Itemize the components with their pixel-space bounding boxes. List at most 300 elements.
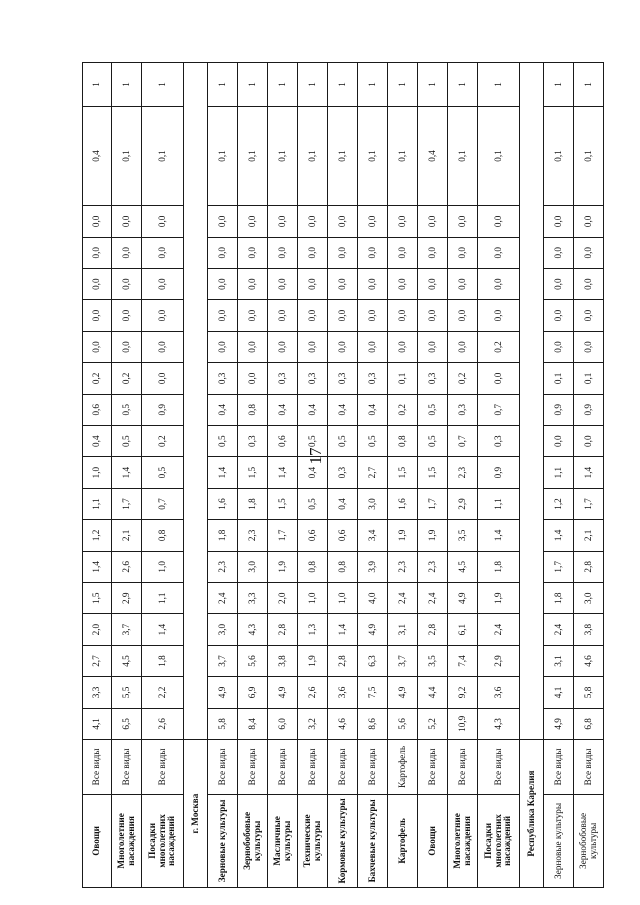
value-cell: 3,5 xyxy=(418,645,448,676)
empty-cell xyxy=(520,520,544,551)
value-cell: 0,6 xyxy=(83,394,112,425)
value-cell: 0,0 xyxy=(388,300,418,331)
value-cell: 0,0 xyxy=(478,237,520,268)
value-cell: 0,0 xyxy=(574,300,604,331)
value-cell: 6,5 xyxy=(112,708,142,739)
crop-type-cell: Все виды xyxy=(328,740,358,795)
empty-cell xyxy=(184,106,208,205)
value-cell: 0,0 xyxy=(544,268,574,299)
table-row xyxy=(328,63,358,888)
value-cell: 0,7 xyxy=(142,488,184,519)
empty-cell xyxy=(520,488,544,519)
value-cell: 1,3 xyxy=(298,614,328,645)
value-cell: 1,1 xyxy=(142,583,184,614)
crop-type-cell: Все виды xyxy=(208,740,238,795)
empty-cell xyxy=(520,614,544,645)
value-cell: 0,4 xyxy=(298,394,328,425)
value-cell: 0,0 xyxy=(238,237,268,268)
empty-cell xyxy=(184,614,208,645)
crop-name-cell: Овощи xyxy=(83,794,112,887)
value-cell: 0,0 xyxy=(544,206,574,237)
value-cell: 1 xyxy=(142,63,184,107)
value-cell: 3,7 xyxy=(388,645,418,676)
page-number: 17 xyxy=(306,447,325,465)
value-cell: 2,8 xyxy=(328,645,358,676)
value-cell: 0,0 xyxy=(238,300,268,331)
empty-cell xyxy=(520,106,544,205)
value-cell: 1,9 xyxy=(478,583,520,614)
value-cell: 0,0 xyxy=(358,268,388,299)
crop-type-cell: Все виды xyxy=(142,740,184,795)
value-cell: 1,0 xyxy=(298,583,328,614)
empty-cell xyxy=(184,488,208,519)
table-row xyxy=(268,63,298,888)
empty-cell xyxy=(520,583,544,614)
value-cell: 0,3 xyxy=(478,425,520,456)
crop-name-cell: Зерновые культуры xyxy=(208,794,238,887)
value-cell: 3,0 xyxy=(574,583,604,614)
value-cell: 4,9 xyxy=(448,583,478,614)
value-cell: 1,8 xyxy=(478,551,520,582)
value-cell: 3,7 xyxy=(208,645,238,676)
value-cell: 1,1 xyxy=(83,488,112,519)
value-cell: 0,0 xyxy=(478,268,520,299)
value-cell: 2,7 xyxy=(358,457,388,488)
value-cell: 0,1 xyxy=(388,363,418,394)
value-cell: 0,4 xyxy=(418,106,448,205)
value-cell: 0,0 xyxy=(418,331,448,362)
table-row xyxy=(298,63,328,888)
value-cell: 9,2 xyxy=(448,677,478,708)
value-cell: 0,0 xyxy=(268,237,298,268)
table-row xyxy=(388,63,418,888)
empty-cell xyxy=(184,425,208,456)
value-cell: 0,0 xyxy=(388,237,418,268)
value-cell: 8,4 xyxy=(238,708,268,739)
value-cell: 1 xyxy=(544,63,574,107)
value-cell: 0,0 xyxy=(574,331,604,362)
value-cell: 3,0 xyxy=(358,488,388,519)
value-cell: 0,0 xyxy=(298,300,328,331)
value-cell: 1 xyxy=(328,63,358,107)
empty-cell xyxy=(184,206,208,237)
value-cell: 0,1 xyxy=(448,106,478,205)
value-cell: 0,1 xyxy=(574,106,604,205)
value-cell: 1,9 xyxy=(268,551,298,582)
value-cell: 0,1 xyxy=(544,363,574,394)
value-cell: 4,9 xyxy=(208,677,238,708)
value-cell: 0,0 xyxy=(418,300,448,331)
value-cell: 0,0 xyxy=(358,331,388,362)
value-cell: 4,1 xyxy=(544,677,574,708)
value-cell: 0,0 xyxy=(142,363,184,394)
value-cell: 1,4 xyxy=(574,457,604,488)
table-row xyxy=(448,63,478,888)
value-cell: 1,5 xyxy=(418,457,448,488)
value-cell: 0,2 xyxy=(388,394,418,425)
value-cell: 2,3 xyxy=(238,520,268,551)
region-name: Республика Карелия xyxy=(520,740,544,888)
value-cell: 5,6 xyxy=(388,708,418,739)
value-cell: 0,0 xyxy=(544,237,574,268)
value-cell: 0,0 xyxy=(478,206,520,237)
value-cell: 0,1 xyxy=(358,106,388,205)
value-cell: 0,0 xyxy=(358,300,388,331)
crop-type-cell: Все виды xyxy=(478,740,520,795)
value-cell: 3,0 xyxy=(208,614,238,645)
value-cell: 0,0 xyxy=(298,206,328,237)
region-name: г. Москва xyxy=(184,740,208,888)
value-cell: 0,8 xyxy=(388,425,418,456)
table-row xyxy=(358,63,388,888)
value-cell: 1,8 xyxy=(238,488,268,519)
value-cell: 0,3 xyxy=(298,363,328,394)
empty-cell xyxy=(184,363,208,394)
value-cell: 1 xyxy=(238,63,268,107)
value-cell: 0,5 xyxy=(112,425,142,456)
value-cell: 0,4 xyxy=(268,394,298,425)
value-cell: 0,5 xyxy=(418,425,448,456)
value-cell: 1,5 xyxy=(268,488,298,519)
value-cell: 0,0 xyxy=(388,206,418,237)
value-cell: 0,1 xyxy=(208,106,238,205)
value-cell: 0,0 xyxy=(83,331,112,362)
value-cell: 1,7 xyxy=(268,520,298,551)
value-cell: 0,6 xyxy=(268,425,298,456)
table-row xyxy=(574,63,604,888)
crop-name-cell: Овощи xyxy=(418,794,448,887)
value-cell: 0,9 xyxy=(478,457,520,488)
crop-type-cell: Все виды xyxy=(448,740,478,795)
value-cell: 0,0 xyxy=(388,268,418,299)
crop-name-cell: Масличные культуры xyxy=(268,794,298,887)
value-cell: 0,3 xyxy=(208,363,238,394)
value-cell: 1,0 xyxy=(328,583,358,614)
value-cell: 4,3 xyxy=(478,708,520,739)
value-cell: 0,2 xyxy=(83,363,112,394)
value-cell: 1 xyxy=(298,63,328,107)
crop-name-cell: Картофель xyxy=(388,794,418,887)
value-cell: 0,2 xyxy=(142,425,184,456)
value-cell: 2,4 xyxy=(544,614,574,645)
value-cell: 4,9 xyxy=(544,708,574,739)
table-row xyxy=(544,63,574,888)
value-cell: 4,9 xyxy=(268,677,298,708)
value-cell: 6,1 xyxy=(448,614,478,645)
value-cell: 0,1 xyxy=(112,106,142,205)
value-cell: 0,2 xyxy=(478,331,520,362)
value-cell: 0,0 xyxy=(268,331,298,362)
value-cell: 1 xyxy=(478,63,520,107)
value-cell: 0,1 xyxy=(238,106,268,205)
value-cell: 0,5 xyxy=(328,425,358,456)
value-cell: 1 xyxy=(418,63,448,107)
value-cell: 2,4 xyxy=(418,583,448,614)
value-cell: 1,5 xyxy=(83,583,112,614)
value-cell: 0,0 xyxy=(142,237,184,268)
value-cell: 0,0 xyxy=(238,268,268,299)
value-cell: 0,0 xyxy=(208,300,238,331)
value-cell: 0,0 xyxy=(544,331,574,362)
value-cell: 0,3 xyxy=(358,363,388,394)
value-cell: 4,4 xyxy=(418,677,448,708)
value-cell: 1,4 xyxy=(83,551,112,582)
empty-cell xyxy=(520,551,544,582)
value-cell: 0,9 xyxy=(142,394,184,425)
empty-cell xyxy=(184,520,208,551)
value-cell: 2,6 xyxy=(298,677,328,708)
value-cell: 4,5 xyxy=(448,551,478,582)
value-cell: 2,3 xyxy=(418,551,448,582)
value-cell: 1,4 xyxy=(142,614,184,645)
crop-type-cell: Все виды xyxy=(418,740,448,795)
empty-cell xyxy=(184,677,208,708)
value-cell: 0,0 xyxy=(358,237,388,268)
value-cell: 0,0 xyxy=(298,268,328,299)
value-cell: 0,0 xyxy=(112,268,142,299)
empty-cell xyxy=(520,645,544,676)
value-cell: 0,0 xyxy=(238,363,268,394)
value-cell: 1,6 xyxy=(388,488,418,519)
value-cell: 1,7 xyxy=(418,488,448,519)
value-cell: 0,9 xyxy=(574,394,604,425)
value-cell: 0,5 xyxy=(208,425,238,456)
empty-cell xyxy=(184,457,208,488)
empty-cell xyxy=(184,237,208,268)
value-cell: 6,9 xyxy=(238,677,268,708)
value-cell: 2,7 xyxy=(83,645,112,676)
value-cell: 3,9 xyxy=(358,551,388,582)
value-cell: 0,3 xyxy=(268,363,298,394)
value-cell: 0,0 xyxy=(112,206,142,237)
value-cell: 1,1 xyxy=(478,488,520,519)
value-cell: 0,0 xyxy=(328,206,358,237)
value-cell: 3,5 xyxy=(448,520,478,551)
value-cell: 0,0 xyxy=(142,206,184,237)
value-cell: 5,8 xyxy=(574,677,604,708)
value-cell: 0,3 xyxy=(448,394,478,425)
value-cell: 1,5 xyxy=(238,457,268,488)
value-cell: 0,1 xyxy=(298,106,328,205)
value-cell: 2,4 xyxy=(388,583,418,614)
value-cell: 0,0 xyxy=(208,206,238,237)
value-cell: 1,4 xyxy=(208,457,238,488)
crop-type-cell: Картофель xyxy=(388,740,418,795)
value-cell: 3,3 xyxy=(83,677,112,708)
value-cell: 0,4 xyxy=(208,394,238,425)
empty-cell xyxy=(184,394,208,425)
value-cell: 6,8 xyxy=(574,708,604,739)
table-row xyxy=(478,63,520,888)
value-cell: 0,0 xyxy=(574,237,604,268)
value-cell: 0,0 xyxy=(418,237,448,268)
value-cell: 0,0 xyxy=(544,425,574,456)
empty-cell xyxy=(520,237,544,268)
value-cell: 3,6 xyxy=(328,677,358,708)
value-cell: 1 xyxy=(448,63,478,107)
value-cell: 0,1 xyxy=(142,106,184,205)
value-cell: 0,5 xyxy=(142,457,184,488)
value-cell: 0,0 xyxy=(574,425,604,456)
value-cell: 1 xyxy=(574,63,604,107)
value-cell: 0,5 xyxy=(358,425,388,456)
crop-type-cell: Все виды xyxy=(544,740,574,795)
value-cell: 0,9 xyxy=(544,394,574,425)
value-cell: 0,0 xyxy=(448,206,478,237)
value-cell: 0,1 xyxy=(268,106,298,205)
value-cell: 5,6 xyxy=(238,645,268,676)
value-cell: 1,8 xyxy=(142,645,184,676)
value-cell: 0,5 xyxy=(298,488,328,519)
value-cell: 0,0 xyxy=(112,300,142,331)
empty-cell xyxy=(184,708,208,739)
region-header-row xyxy=(520,63,544,888)
value-cell: 4,9 xyxy=(388,677,418,708)
value-cell: 0,0 xyxy=(298,237,328,268)
empty-cell xyxy=(184,551,208,582)
value-cell: 7,5 xyxy=(358,677,388,708)
crop-name-cell: Посадки многолетних насаждений xyxy=(478,794,520,887)
value-cell: 2,3 xyxy=(448,457,478,488)
value-cell: 1,9 xyxy=(298,645,328,676)
value-cell: 0,0 xyxy=(418,268,448,299)
value-cell: 4,6 xyxy=(574,645,604,676)
document-table xyxy=(82,62,604,888)
empty-cell xyxy=(184,268,208,299)
value-cell: 1,4 xyxy=(544,520,574,551)
table-row xyxy=(208,63,238,888)
value-cell: 0,8 xyxy=(298,551,328,582)
value-cell: 0,0 xyxy=(268,300,298,331)
crop-type-cell: Все виды xyxy=(238,740,268,795)
value-cell: 2,9 xyxy=(448,488,478,519)
value-cell: 3,6 xyxy=(478,677,520,708)
value-cell: 6,0 xyxy=(268,708,298,739)
table-row xyxy=(418,63,448,888)
value-cell: 2,1 xyxy=(112,520,142,551)
value-cell: 2,6 xyxy=(112,551,142,582)
table-row xyxy=(112,63,142,888)
value-cell: 2,0 xyxy=(268,583,298,614)
value-cell: 0,0 xyxy=(208,331,238,362)
value-cell: 1,0 xyxy=(142,551,184,582)
value-cell: 2,3 xyxy=(388,551,418,582)
value-cell: 0,0 xyxy=(478,300,520,331)
value-cell: 0,4 xyxy=(328,394,358,425)
value-cell: 0,0 xyxy=(298,331,328,362)
value-cell: 0,3 xyxy=(238,425,268,456)
empty-cell xyxy=(520,425,544,456)
value-cell: 0,0 xyxy=(478,363,520,394)
empty-cell xyxy=(184,583,208,614)
value-cell: 0,0 xyxy=(238,331,268,362)
value-cell: 1,1 xyxy=(544,457,574,488)
value-cell: 0,6 xyxy=(328,520,358,551)
value-cell: 0,4 xyxy=(298,457,328,488)
value-cell: 0,3 xyxy=(328,457,358,488)
value-cell: 0,0 xyxy=(208,268,238,299)
crop-name-cell: Многолетние насаждения xyxy=(112,794,142,887)
empty-cell xyxy=(520,63,544,107)
crop-name-cell: Зернобобовые культуры xyxy=(238,794,268,887)
value-cell: 0,0 xyxy=(574,268,604,299)
value-cell: 0,0 xyxy=(238,206,268,237)
value-cell: 0,2 xyxy=(448,363,478,394)
crop-type-cell: Все виды xyxy=(358,740,388,795)
value-cell: 0,0 xyxy=(268,268,298,299)
crop-type-cell: Все виды xyxy=(112,740,142,795)
value-cell: 1,2 xyxy=(544,488,574,519)
value-cell: 1,4 xyxy=(268,457,298,488)
value-cell: 2,6 xyxy=(142,708,184,739)
value-cell: 1 xyxy=(388,63,418,107)
value-cell: 0,0 xyxy=(448,268,478,299)
value-cell: 0,1 xyxy=(328,106,358,205)
value-cell: 1,2 xyxy=(83,520,112,551)
value-cell: 8,6 xyxy=(358,708,388,739)
crop-name-cell: Технические культуры xyxy=(298,794,328,887)
value-cell: 0,0 xyxy=(83,268,112,299)
value-cell: 1,9 xyxy=(388,520,418,551)
value-cell: 0,0 xyxy=(358,206,388,237)
value-cell: 2,8 xyxy=(574,551,604,582)
value-cell: 1,4 xyxy=(112,457,142,488)
value-cell: 0,0 xyxy=(208,237,238,268)
crop-name-cell: Посадки многолетних насаждений xyxy=(142,794,184,887)
empty-cell xyxy=(520,394,544,425)
value-cell: 0,8 xyxy=(328,551,358,582)
crop-type-cell: Все виды xyxy=(268,740,298,795)
crop-name-cell: Кормовые культуры xyxy=(328,794,358,887)
value-cell: 0,1 xyxy=(388,106,418,205)
value-cell: 1,0 xyxy=(83,457,112,488)
value-cell: 1,5 xyxy=(388,457,418,488)
value-cell: 0,0 xyxy=(448,331,478,362)
value-cell: 3,2 xyxy=(298,708,328,739)
value-cell: 0,5 xyxy=(418,394,448,425)
empty-cell xyxy=(520,677,544,708)
empty-cell xyxy=(184,63,208,107)
value-cell: 0,3 xyxy=(328,363,358,394)
value-cell: 1 xyxy=(208,63,238,107)
value-cell: 5,5 xyxy=(112,677,142,708)
empty-cell xyxy=(520,268,544,299)
value-cell: 3,3 xyxy=(238,583,268,614)
value-cell: 2,9 xyxy=(478,645,520,676)
value-cell: 0,5 xyxy=(112,394,142,425)
value-cell: 2,4 xyxy=(208,583,238,614)
value-cell: 0,0 xyxy=(328,300,358,331)
value-cell: 0,3 xyxy=(418,363,448,394)
value-cell: 3,8 xyxy=(268,645,298,676)
value-cell: 2,0 xyxy=(83,614,112,645)
value-cell: 0,0 xyxy=(142,300,184,331)
value-cell: 1 xyxy=(112,63,142,107)
region-header-row xyxy=(184,63,208,888)
empty-cell xyxy=(184,300,208,331)
value-cell: 0,0 xyxy=(112,237,142,268)
crop-type-cell: Все виды xyxy=(83,740,112,795)
value-cell: 5,2 xyxy=(418,708,448,739)
value-cell: 0,0 xyxy=(268,206,298,237)
value-cell: 1,7 xyxy=(544,551,574,582)
empty-cell xyxy=(520,708,544,739)
empty-cell xyxy=(520,331,544,362)
value-cell: 0,0 xyxy=(448,300,478,331)
value-cell: 1,4 xyxy=(328,614,358,645)
value-cell: 0,4 xyxy=(83,425,112,456)
value-cell: 10,9 xyxy=(448,708,478,739)
